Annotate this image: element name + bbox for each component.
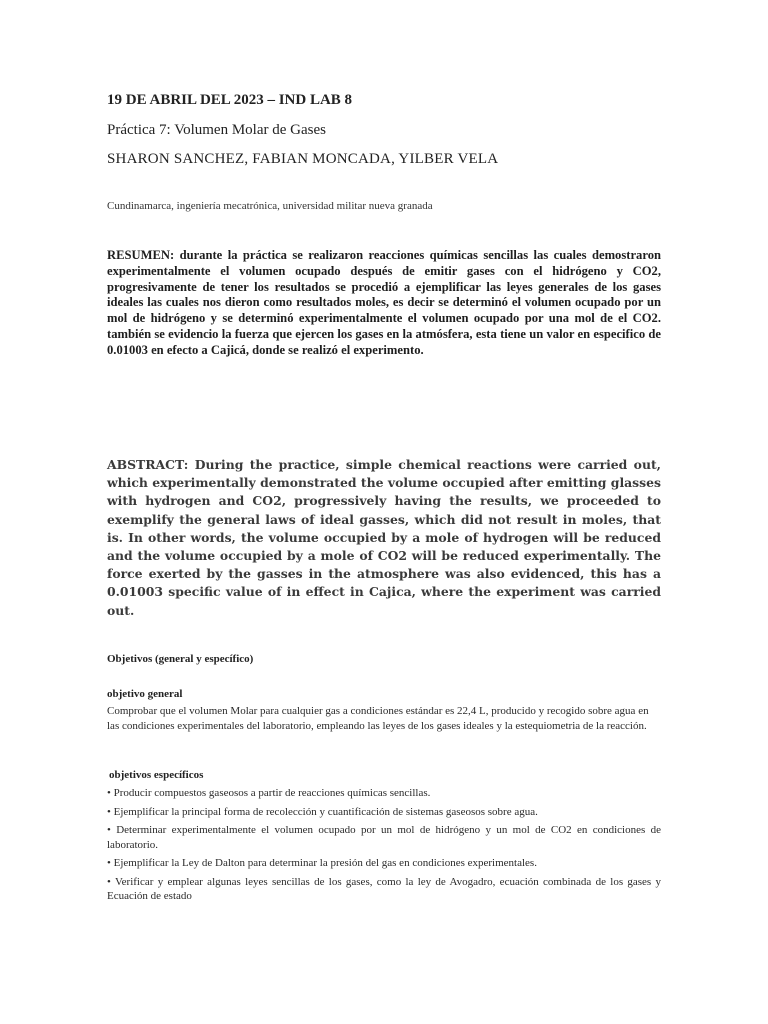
abstract-paragraph: ABSTRACT: During the practice, simple chemical reactions were carried out, which experimentally demonstrated the volume occupied after emitting glasses with hydrogen and CO2, progressively having the results, we proceeded to exemplify the general laws of ideal gasses, which did not result in moles, that is. In other words, the volume occupied by a mole of hydrogen will be reduced and the volume occupied by a mole of CO2 will be reduced experimentally. The force exerted by the gasses in the atmosphere was also evidenced, this has a 0.01003 specific value of in effect in Cajica, where the experiment was carried out.	[107, 457, 661, 618]
list-item: • Ejemplificar la principal forma de recolección y cuantificación de sistemas gaseosos sobre agua.	[107, 805, 661, 820]
list-item: • Determinar experimentalmente el volumen ocupado por un mol de hidrógeno y un mol de CO2 en condiciones de laboratorio.	[107, 823, 661, 852]
general-objective-text: Comprobar que el volumen Molar para cualquier gas a condiciones estándar es 22,4 L, producido y recogido sobre agua en las condiciones experimentales del laboratorio, empleando las leyes de los gases ideales y la estequiometria de la reacción.	[107, 705, 649, 732]
objectives-heading: Objetivos (general y específico)	[107, 653, 254, 665]
practice-title: Práctica 7: Volumen Molar de Gases	[107, 122, 326, 138]
list-item: • Ejemplificar la Ley de Dalton para determinar la presión del gas en condiciones experimentales.	[107, 856, 661, 871]
specific-objectives-heading: objetivos específicos	[109, 769, 204, 781]
list-item: • Verificar y emplear algunas leyes sencillas de los gases, como la ley de Avogadro, ecuación combinada de los gases y Ecuación de estado	[107, 875, 661, 904]
resumen-paragraph: RESUMEN: durante la práctica se realizaron reacciones químicas sencillas las cuales demostraron experimentalmente el volumen ocupado después de emitir gases con el hidrógeno y CO2, progresivamente de tener los resultados se procedió a ejemplificar las leyes generales de los gases ideales las cuales nos dieron como resultados moles, es decir se determinó el volumen ocupado por un mol de hidrógeno y se determinó experimentalmente el volumen ocupado por una mol de el CO2. también se evidencio la fuerza que ejercen los gases en la atmósfera, esta tiene un valor en especifico de 0.01003 en efecto a Cajicá, donde se realizó el experimento.	[107, 248, 661, 357]
list-item: • Producir compuestos gaseosos a partir de reacciones químicas sencillas.	[107, 786, 661, 801]
specific-objectives-list	[107, 786, 661, 908]
general-objective-heading: objetivo general	[107, 688, 183, 700]
authors-line: SHARON SANCHEZ, FABIAN MONCADA, YILBER VELA	[107, 151, 499, 167]
date-line: 19 DE ABRIL DEL 2023 – IND LAB 8	[107, 92, 353, 108]
affiliation: Cundinamarca, ingeniería mecatrónica, universidad militar nueva granada	[107, 200, 433, 212]
